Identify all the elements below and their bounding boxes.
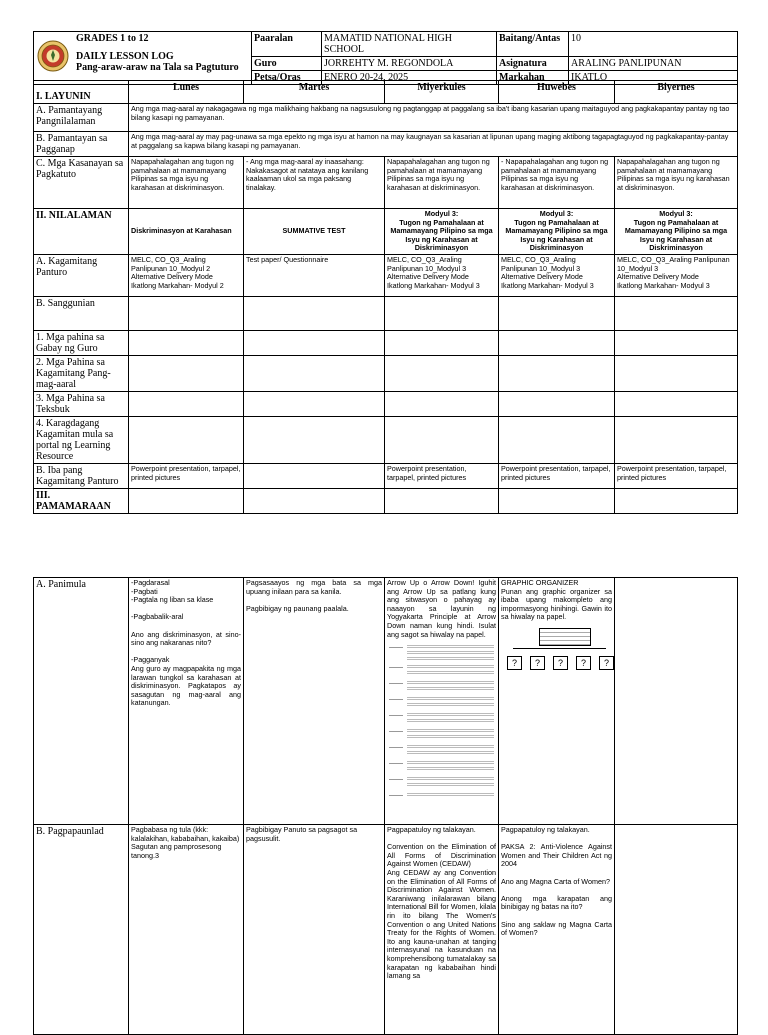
references-thursday bbox=[499, 297, 615, 331]
grades-title: GRADES 1 to 12 bbox=[76, 33, 149, 44]
content-thursday: Modyul 3: Tugon ng Pamahalaan at Mamamayang Pilipino sa mga Isyu ng Karahasan at Diskriminasyon bbox=[499, 209, 615, 255]
organizer-box-2: ? bbox=[530, 656, 545, 670]
other-materials-thursday: Powerpoint presentation, tarpapel, printed pictures bbox=[499, 464, 615, 489]
teacher-label: Guro bbox=[252, 57, 322, 71]
competency-friday: Napapahalagahan ang tugon ng pamahalaan at mamamayang Pilipinas sa mga isyu ng karahasan at diskriminasyon. bbox=[615, 157, 738, 209]
materials-label: A. Kagamitang Panturo bbox=[34, 255, 129, 297]
references-tuesday bbox=[244, 297, 385, 331]
competency-monday: Napapahalagahan ang tugon ng pamahalaan at mamamayang Pilipinas sa mga isyu ng karahasan at diskriminasyon. bbox=[129, 157, 244, 209]
organizer-box-1: ? bbox=[507, 656, 522, 670]
panimula-wednesday bbox=[385, 578, 499, 825]
learning-resource-label: 4. Karagdagang Kagamitan mula sa portal ng Learning Resource bbox=[34, 417, 129, 464]
panimula-label: A. Panimula bbox=[34, 578, 129, 825]
day-friday: Biyernes bbox=[615, 81, 738, 104]
panimula-friday bbox=[615, 578, 738, 825]
date-value: ENERO 20-24, 2025 bbox=[322, 71, 497, 85]
day-thursday: Huwebes bbox=[499, 81, 615, 104]
log-subtitle: Pang-araw-araw na Tala sa Pagtuturo bbox=[76, 62, 239, 73]
pagpapaunlad-label: B. Pagpapaunlad bbox=[34, 825, 129, 1035]
textbook-label: 3. Mga Pahina sa Teksbuk bbox=[34, 392, 129, 417]
organizer-box-5: ? bbox=[599, 656, 614, 670]
panimula-tuesday: Pagsasaayos ng mga bata sa mga upuang inilaan para sa kanila. Pagbibigay ng paunang paalala. bbox=[244, 578, 385, 825]
competency-tuesday: - Ang mga mag-aaral ay inaasahang: Nakakasagot at natataya ang kanilang kaalaaman ukol sa mga paksang tinalakay. bbox=[244, 157, 385, 209]
content-monday: Diskriminasyon at Karahasan bbox=[129, 209, 244, 255]
organizer-top-box bbox=[539, 628, 591, 646]
content-standard-label: A. Pamantayang Pangnilalaman bbox=[34, 104, 129, 132]
references-friday bbox=[615, 297, 738, 331]
layunin-title: I. LAYUNIN bbox=[34, 81, 129, 104]
subject-label: Asignatura bbox=[497, 57, 569, 71]
quarter-value: IKATLO bbox=[569, 71, 738, 85]
panimula-thursday bbox=[499, 578, 615, 825]
materials-friday: MELC, CO_Q3_Araling Panlipunan 10_Modyul 3 Alternative Delivery Mode Ikatlong Markahan- Modyul 3 bbox=[615, 255, 738, 297]
grade-value: 10 bbox=[569, 32, 738, 57]
lesson-body-table bbox=[33, 80, 738, 514]
learner-materials-label: 2. Mga Pahina sa Kagamitang Pang-mag-aaral bbox=[34, 356, 129, 392]
materials-monday: MELC, CO_Q3_Araling Panlipunan 10_Modyul 2 Alternative Delivery Mode Ikatlong Markahan- Modyul 2 bbox=[129, 255, 244, 297]
references-label: B. Sanggunian bbox=[34, 297, 129, 331]
content-wednesday: Modyul 3: Tugon ng Pamahalaan at Mamamayang Pilipino sa mga Isyu ng Karahasan at Diskriminasyon bbox=[385, 209, 499, 255]
performance-standard-label: B. Pamantayan sa Pagganap bbox=[34, 132, 129, 157]
header-title-cell bbox=[34, 32, 252, 85]
graphic-organizer-instructions: GRAPHIC ORGANIZER Punan ang graphic organizer sa ibaba upang makompleto ang impormasyong hinihingi. Gawin ito sa hiwalay na papel. bbox=[501, 578, 612, 622]
competencies-label: C. Mga Kasanayan sa Pagkatuto bbox=[34, 157, 129, 209]
arrow-activity-instructions: Arrow Up o Arrow Down! Iguhit ang Arrow Up sa patlang kung ang sitwasyon o pahayag ay naaayon sa layunin ng Yogyakarta Principle at Arrow Down naman kung hindi. Isulat ang sagot sa hiwalay na papel. bbox=[387, 578, 496, 639]
pagpapaunlad-tuesday: Pagbibigay Panuto sa pagsagot sa pagsusulit. bbox=[244, 825, 385, 1035]
organizer-box-3: ? bbox=[553, 656, 568, 670]
day-tuesday: Martes bbox=[244, 81, 385, 104]
procedure-table bbox=[33, 577, 738, 1035]
school-value: MAMATID NATIONAL HIGH SCHOOL bbox=[322, 32, 497, 57]
pagpapaunlad-wednesday: Pagpapatuloy ng talakayan. Convention on the Elimination of All Forms of Discrimination Against Women (CEDAW) Ang CEDAW ay ang Convention on the Elimination of All Forms of Discrimination Against Women. Karaniwang inilalarawan bilang International Bill for Women, kilala rin ito bilang The Women's Convention o ang United Nations Treaty for the Rights of Women. Ito ang kauna-unahan at tanging internasyunal na kasunduan na komprehensibong tumatalakay sa karapatan ng kababaihan hindi lamang sa bbox=[385, 825, 499, 1035]
performance-standard-text: Ang mga mag-aaral ay may pag-unawa sa mga epekto ng mga isyu at hamon na may kaugnayan sa kasarian at lipunan upang maging aktibong tagapagtaguyod ng pagkakapantay-pantay at paggalang sa kapwa bilang kasapi ng pamayanan. bbox=[129, 132, 738, 157]
content-friday: Modyul 3: Tugon ng Pamahalaan at Mamamayang Pilipino sa mga Isyu ng Karahasan at Diskriminasyon bbox=[615, 209, 738, 255]
other-materials-tuesday bbox=[244, 464, 385, 489]
competency-thursday: - Napapahalagahan ang tugon ng pamahalaan at mamamayang Pilipinas sa mga isyu ng karahasan at diskriminasyon. bbox=[499, 157, 615, 209]
pamamaraan-title: III. PAMAMARAAN bbox=[34, 489, 129, 514]
content-standard-text: Ang mga mag-aaral ay nakagagawa ng mga malikhaing hakbang na nagsusulong ng pagtanggap at paggalang sa iba't ibang kasarian upang maitaguyod ang pagkakapantay pantay ng tao bilang kasapi ng pamayanan. bbox=[129, 104, 738, 132]
other-materials-friday: Powerpoint presentation, tarpapel, printed pictures bbox=[615, 464, 738, 489]
teacher-value: JORREHTY M. REGONDOLA bbox=[322, 57, 497, 71]
competency-wednesday: Napapahalagahan ang tugon ng pamahalaan at mamamayang Pilipinas sa mga isyu ng karahasan at diskriminasyon. bbox=[385, 157, 499, 209]
day-monday: Lunes bbox=[129, 81, 244, 104]
other-materials-wednesday: Powerpoint presentation, tarpapel, printed pictures bbox=[385, 464, 499, 489]
school-label: Paaralan bbox=[252, 32, 322, 57]
pagpapaunlad-thursday: Pagpapatuloy ng talakayan. PAKSA 2: Anti-Violence Against Women and Their Children Act ng 2004 Ano ang Magna Carta of Women? Anong mga karapatan ang binibigay ng batas na ito? Sino ang saklaw ng Magna Carta of Women? bbox=[499, 825, 615, 1035]
log-title: DAILY LESSON LOG bbox=[76, 51, 174, 62]
teacher-guide-label: 1. Mga pahina sa Gabay ng Guro bbox=[34, 331, 129, 356]
organizer-box-4: ? bbox=[576, 656, 591, 670]
content-tuesday: SUMMATIVE TEST bbox=[244, 209, 385, 255]
date-label: Petsa/Oras bbox=[252, 71, 322, 85]
nilalaman-title: II. NILALAMAN bbox=[34, 209, 129, 255]
day-wednesday: Miyerkules bbox=[385, 81, 499, 104]
pagpapaunlad-monday: Pagbabasa ng tula (kkk: kalalakihan, kababaihan, kakaiba) Sagutan ang pamprosesong tanong.3 bbox=[129, 825, 244, 1035]
other-materials-label: B. Iba pang Kagamitang Panturo bbox=[34, 464, 129, 489]
materials-thursday: MELC, CO_Q3_Araling Panlipunan 10_Modyul 3 Alternative Delivery Mode Ikatlong Markahan- Modyul 3 bbox=[499, 255, 615, 297]
graphic-organizer bbox=[501, 628, 612, 678]
materials-tuesday: Test paper/ Questionnaire bbox=[244, 255, 385, 297]
pagpapaunlad-friday bbox=[615, 825, 738, 1035]
references-monday bbox=[129, 297, 244, 331]
quarter-label: Markahan bbox=[497, 71, 569, 85]
references-wednesday bbox=[385, 297, 499, 331]
daily-lesson-log-table bbox=[33, 31, 738, 85]
arrow-worksheet-image bbox=[387, 643, 496, 803]
materials-wednesday: MELC, CO_Q3_Araling Panlipunan 10_Modyul 3 Alternative Delivery Mode Ikatlong Markahan- Modyul 3 bbox=[385, 255, 499, 297]
panimula-monday: -Pagdarasal -Pagbati -Pagtala ng liban sa klase -Pagbabalik-aral Ano ang diskriminasyon, at sino-sino ang nakaranas nito? -Pagganyak Ang guro ay magpapakita ng mga larawan tungkol sa karahasan at diskriminasyon. Pagkatapos ay sasagutan ng mag-aaral ang katanungan. bbox=[129, 578, 244, 825]
subject-value: ARALING PANLIPUNAN bbox=[569, 57, 738, 71]
grade-label: Baitang/Antas bbox=[497, 32, 569, 57]
other-materials-monday: Powerpoint presentation, tarpapel, printed pictures bbox=[129, 464, 244, 489]
